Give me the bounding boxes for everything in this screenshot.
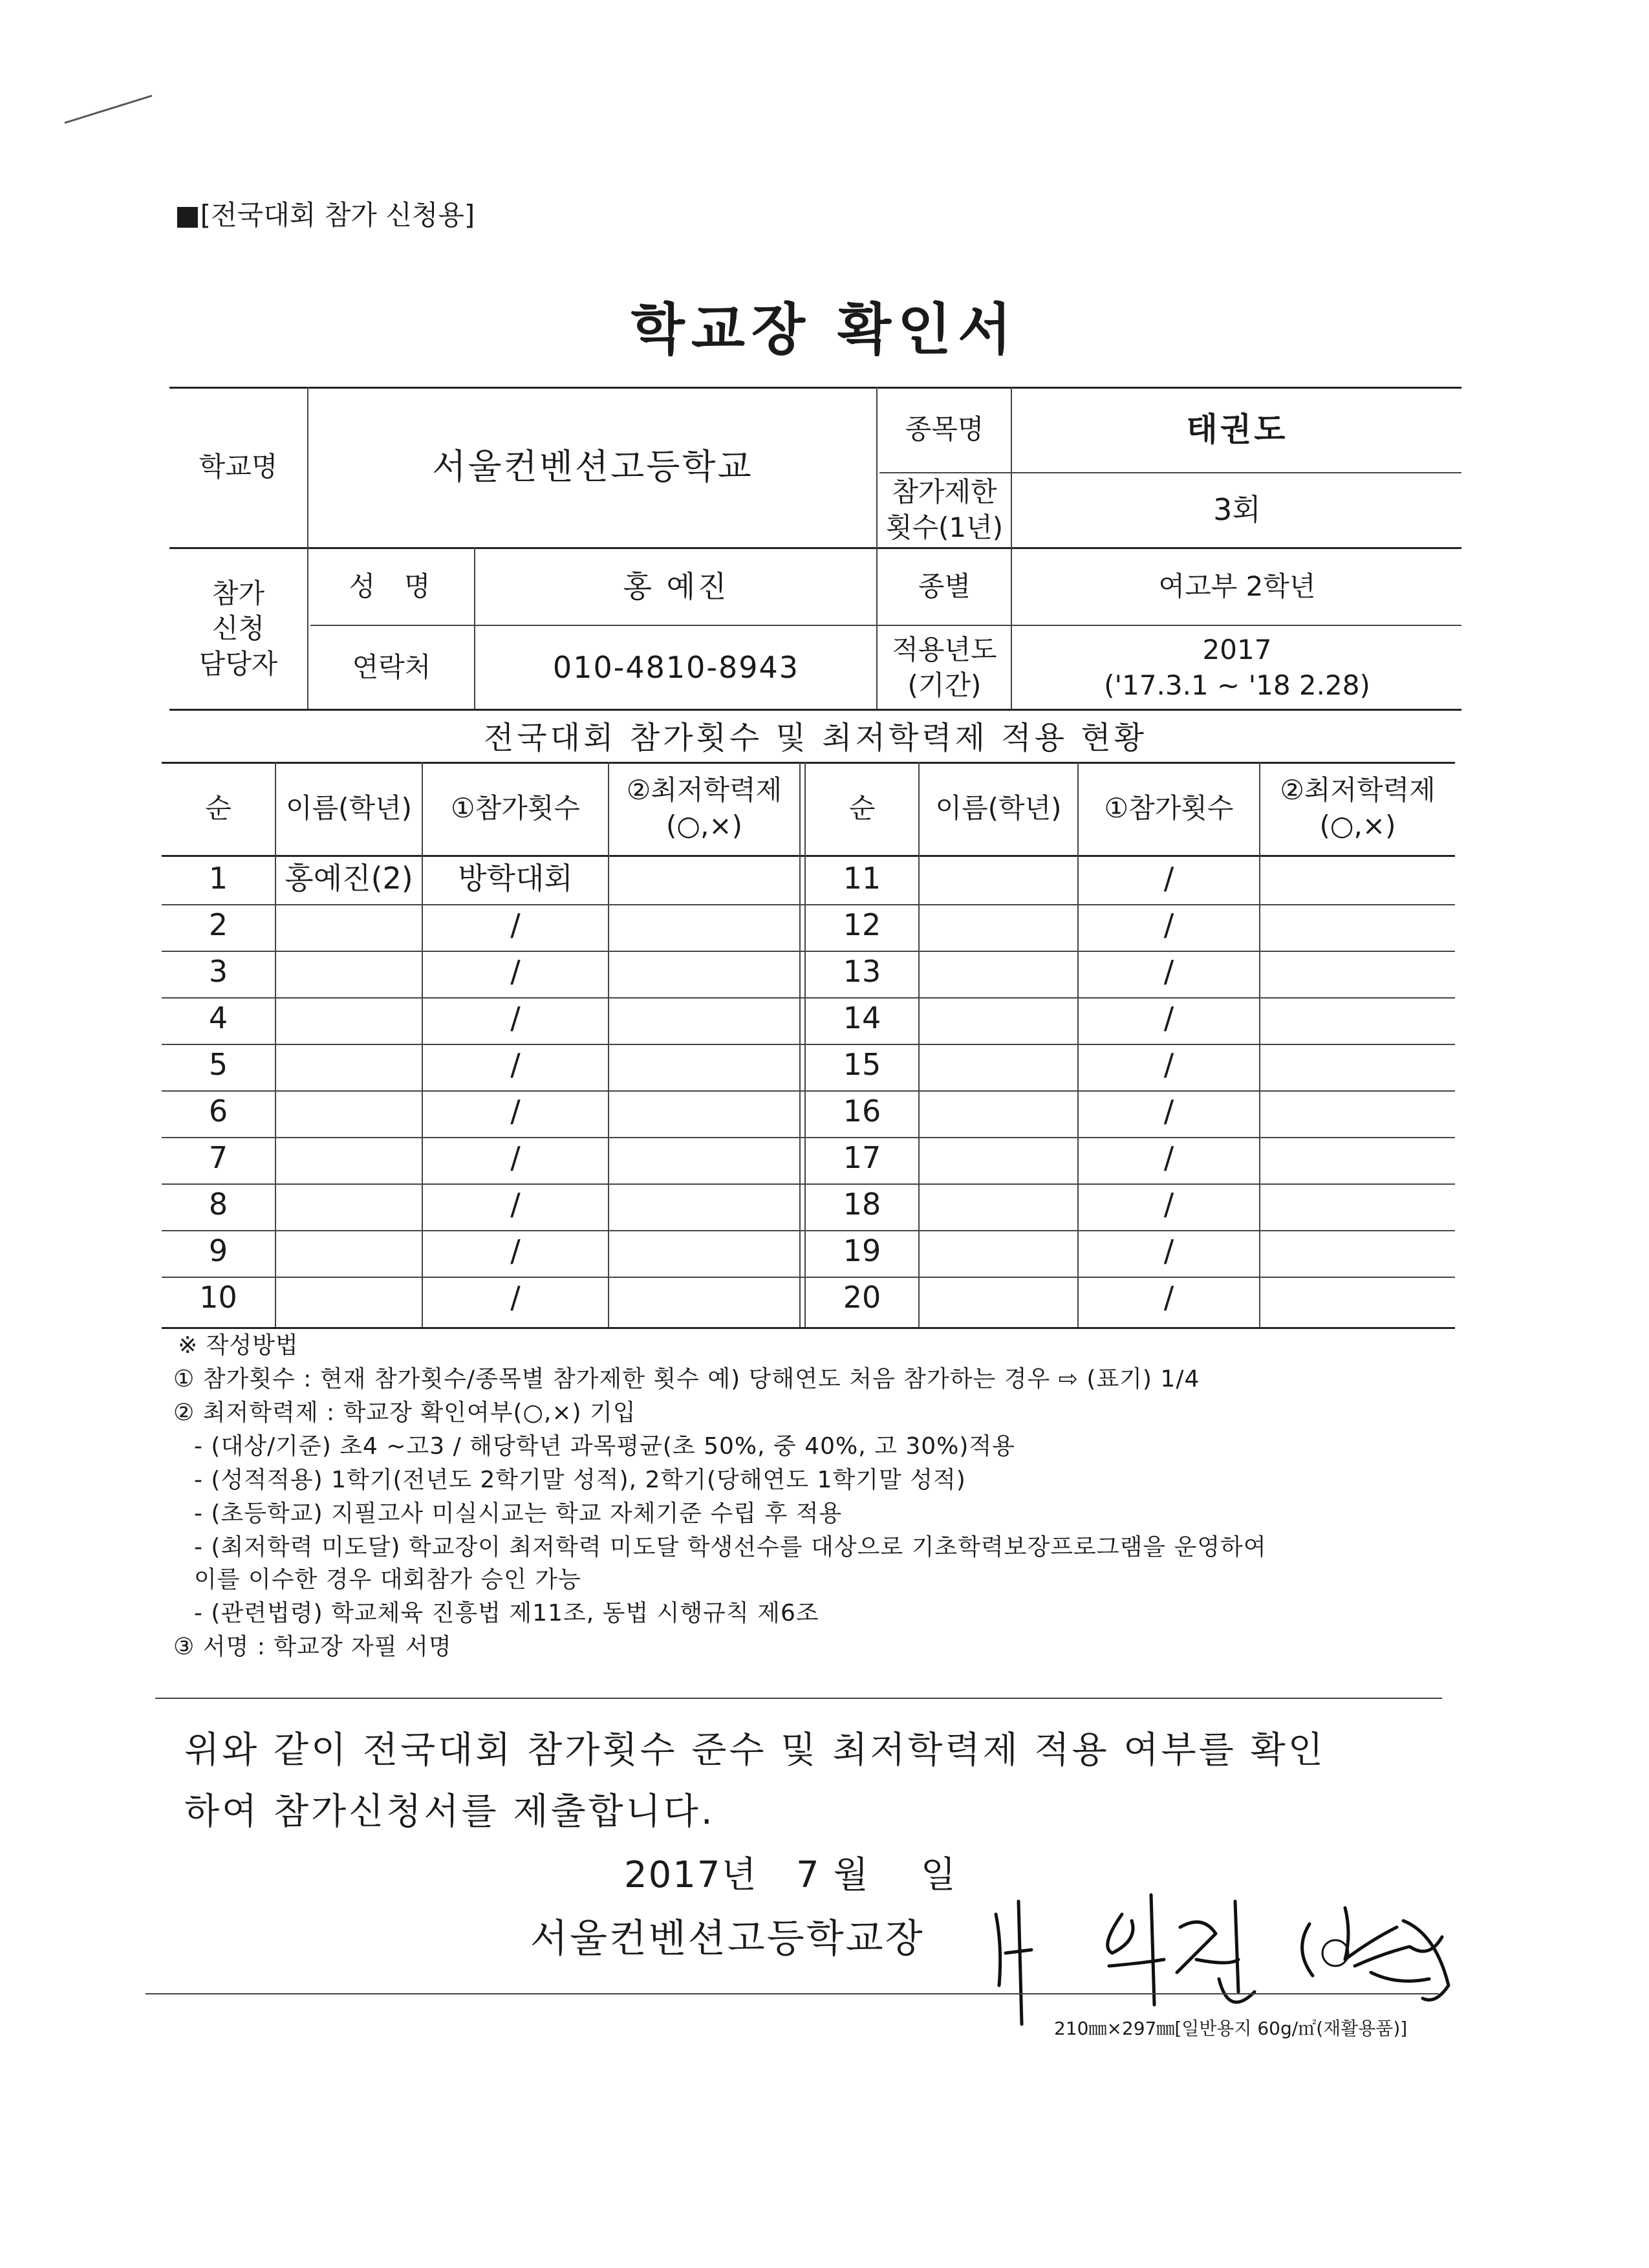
row-entry-count: 방학대회 <box>458 861 573 896</box>
row-number: 1 <box>208 861 228 896</box>
guide-line: ③ 서명 : 학교장 자필 서명 <box>173 1634 452 1660</box>
row-number: 16 <box>843 1094 881 1129</box>
apply-year-label: 적용년도 (기간) <box>892 633 997 701</box>
status-title: 전국대회 참가횟수 및 최저학력제 적용 현황 <box>484 720 1147 756</box>
paper-spec-footer: 210㎜×297㎜[일반용지 60g/㎡(재활용품)] <box>1054 2018 1408 2039</box>
row-min-grade <box>609 1136 799 1181</box>
row-min-grade <box>609 1182 799 1227</box>
header-min-grade: ②최저학력제 (○,×) <box>1280 774 1436 841</box>
row-number: 19 <box>843 1233 881 1269</box>
principal-title: 서울컨벤션고등학교장 <box>530 1916 925 1961</box>
row-entry-count: / <box>1163 1000 1174 1036</box>
header-name: 이름(학년) <box>285 792 413 824</box>
row-name <box>920 949 1077 995</box>
row-number: 4 <box>208 1000 228 1036</box>
row-number: 8 <box>208 1187 228 1222</box>
contact-label: 연락처 <box>352 651 431 684</box>
row-entry-count: / <box>510 1233 521 1269</box>
row-entry-count: / <box>510 1047 521 1083</box>
statement-line-2: 하여 참가신청서를 제출합니다. <box>184 1791 715 1833</box>
row-min-grade <box>1260 1136 1455 1181</box>
row-number: 14 <box>843 1000 881 1036</box>
row-entry-count: / <box>1163 1047 1174 1083</box>
row-number: 6 <box>208 1094 228 1129</box>
row-number: 10 <box>199 1280 237 1315</box>
row-entry-count: / <box>510 1094 521 1129</box>
guide-line: ① 참가횟수 : 현재 참가횟수/종목별 참가제한 횟수 예) 당해연도 처음 참가하는 경우 ⇨ (표기) 1/4 <box>173 1366 1200 1392</box>
principal-signature <box>983 1875 1487 2031</box>
guide-heading: ※ 작성방법 <box>178 1332 299 1359</box>
row-number: 5 <box>208 1047 228 1083</box>
row-entry-count: / <box>510 1187 521 1222</box>
row-number: 12 <box>843 907 881 943</box>
row-entry-count: / <box>510 1140 521 1176</box>
guide-line: - (초등학교) 지필고사 미실시교는 학교 자체기준 수립 후 적용 <box>194 1500 843 1527</box>
row-min-grade <box>1260 1275 1455 1321</box>
header-count: ①참가횟수 <box>1104 792 1234 824</box>
row-name <box>276 949 422 995</box>
row-min-grade <box>1260 856 1455 902</box>
event-label: 종목명 <box>905 413 984 445</box>
row-name <box>276 996 422 1041</box>
row-name <box>276 903 422 948</box>
school-name-value: 서울컨벤션고등학교 <box>432 446 753 487</box>
event-value: 태권도 <box>1186 410 1288 448</box>
statement-line-1: 위와 같이 전국대회 참가횟수 준수 및 최저학력제 적용 여부를 확인 <box>184 1729 1326 1771</box>
row-name <box>276 1275 422 1321</box>
row-entry-count: / <box>1163 1233 1174 1269</box>
row-name <box>276 1042 422 1088</box>
header-count: ①참가횟수 <box>451 792 580 824</box>
stray-pen-stroke <box>61 91 158 129</box>
guide-line: - (성적적용) 1학기(전년도 2학기말 성적), 2학기(당해연도 1학기말 성적) <box>194 1467 966 1493</box>
row-number: 18 <box>843 1187 881 1222</box>
row-min-grade <box>1260 1042 1455 1088</box>
guide-line: - (관련법령) 학교체육 진흥법 제11조, 동법 시행규칙 제6조 <box>194 1600 819 1626</box>
row-entry-count: / <box>1163 1280 1174 1315</box>
guide-line: - (최저학력 미도달) 학교장이 최저학력 미도달 학생선수를 대상으로 기초학력보장프로그램을 운영하여 <box>194 1534 1267 1561</box>
row-name <box>920 1042 1077 1088</box>
row-entry-count: / <box>1163 907 1174 943</box>
row-name <box>920 996 1077 1041</box>
row-min-grade <box>1260 903 1455 948</box>
row-name <box>276 1136 422 1181</box>
row-name <box>920 1136 1077 1181</box>
row-min-grade <box>1260 1089 1455 1134</box>
row-name <box>920 1089 1077 1134</box>
entry-limit-label: 참가제한 횟수(1년) <box>885 476 1004 543</box>
row-min-grade <box>609 1275 799 1321</box>
manager-label: 참가 신청 담당자 <box>199 577 278 680</box>
row-entry-count: / <box>1163 861 1174 896</box>
school-name-label: 학교명 <box>199 450 278 482</box>
manager-name-value: 홍 예진 <box>623 568 729 604</box>
name-label: 성 명 <box>349 570 435 603</box>
row-min-grade <box>609 1089 799 1134</box>
row-number: 13 <box>843 954 881 989</box>
guide-line: ② 최저학력제 : 학교장 확인여부(○,×) 기입 <box>173 1399 636 1426</box>
row-min-grade <box>609 949 799 995</box>
page-title: 학교장 확인서 <box>630 297 1018 362</box>
contact-value: 010-4810-8943 <box>552 649 800 685</box>
guide-line: 이를 이수한 경우 대회참가 승인 가능 <box>194 1566 581 1593</box>
row-min-grade <box>609 856 799 902</box>
row-min-grade <box>1260 996 1455 1041</box>
row-number: 3 <box>208 954 228 989</box>
row-name <box>276 1182 422 1227</box>
row-name: 홍예진(2) <box>285 861 413 896</box>
row-number: 11 <box>843 861 881 896</box>
row-number: 7 <box>208 1140 228 1176</box>
guide-line: - (대상/기준) 초4 ~고3 / 해당학년 과목평균(초 50%, 중 40%, 고 30%)적용 <box>194 1433 1015 1460</box>
row-min-grade <box>1260 1229 1455 1274</box>
row-number: 2 <box>208 907 228 943</box>
row-name <box>276 1229 422 1274</box>
row-name <box>920 1275 1077 1321</box>
row-min-grade <box>609 1229 799 1274</box>
row-entry-count: / <box>510 1280 521 1315</box>
header-tag: ■[전국대회 참가 신청용] <box>175 199 475 231</box>
row-entry-count: / <box>1163 1187 1174 1222</box>
row-name <box>920 1182 1077 1227</box>
row-min-grade <box>1260 1182 1455 1227</box>
row-min-grade <box>609 1042 799 1088</box>
header-min-grade: ②최저학력제 (○,×) <box>626 774 782 841</box>
row-name <box>276 1089 422 1134</box>
row-name <box>920 903 1077 948</box>
apply-year-value: 2017 ('17.3.1 ~ '18 2.28) <box>1104 633 1370 701</box>
row-entry-count: / <box>510 907 521 943</box>
row-entry-count: / <box>1163 1094 1174 1129</box>
row-number: 20 <box>843 1280 881 1315</box>
header-no: 순 <box>848 792 876 824</box>
row-min-grade <box>609 996 799 1041</box>
submission-date: 2017년 7 월 일 <box>624 1854 957 1896</box>
row-number: 17 <box>843 1140 881 1176</box>
row-min-grade <box>1260 949 1455 995</box>
category-label: 종별 <box>918 570 971 603</box>
header-no: 순 <box>205 792 232 824</box>
row-name <box>920 1229 1077 1274</box>
row-number: 9 <box>208 1233 228 1269</box>
row-entry-count: / <box>1163 954 1174 989</box>
row-min-grade <box>609 903 799 948</box>
header-name: 이름(학년) <box>935 792 1062 824</box>
row-name <box>920 856 1077 902</box>
entry-limit-value: 3회 <box>1213 492 1261 528</box>
row-number: 15 <box>843 1047 881 1083</box>
category-value: 여고부 2학년 <box>1158 570 1316 603</box>
row-entry-count: / <box>1163 1140 1174 1176</box>
row-entry-count: / <box>510 954 521 989</box>
row-entry-count: / <box>510 1000 521 1036</box>
